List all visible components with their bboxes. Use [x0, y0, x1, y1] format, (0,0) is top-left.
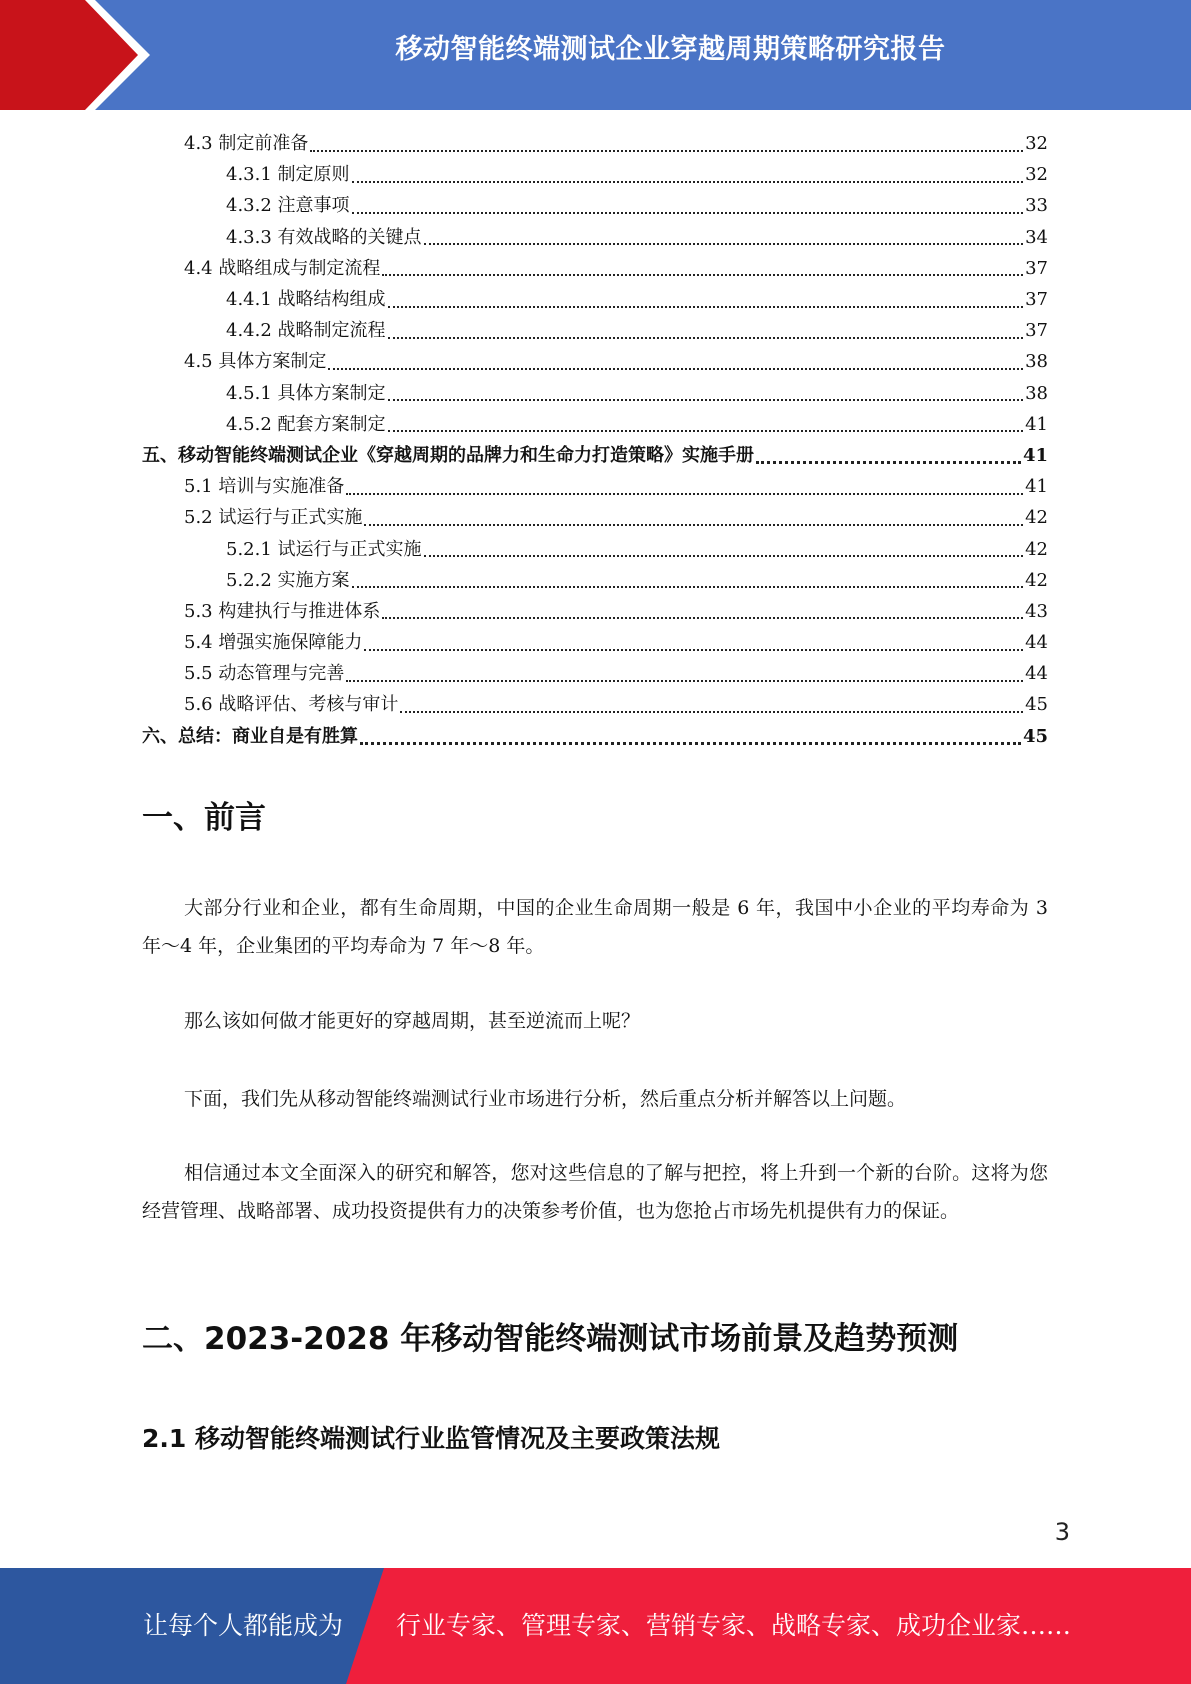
toc-entry-page: 33: [1025, 195, 1048, 217]
toc-entry-title: 4.3.1 制定原则: [226, 164, 350, 186]
toc-entry-page: 37: [1025, 320, 1048, 342]
toc-entry-page: 44: [1025, 632, 1048, 654]
toc-dot-leader: [400, 711, 1023, 713]
table-of-contents: [142, 128, 1048, 752]
toc-dot-leader: [388, 430, 1024, 432]
toc-entry[interactable]: [142, 627, 1048, 658]
page-number: 3: [1054, 1518, 1070, 1546]
toc-entry-title: 5.3 构建执行与推进体系: [184, 600, 381, 622]
toc-dot-leader: [382, 617, 1023, 619]
toc-entry-page: 42: [1025, 538, 1048, 560]
paragraph: 相信通过本文全面深入的研究和解答，您对这些信息的了解与把控，将上升到一个新的台阶。这将为您经营管理、战略部署、成功投资提供有力的决策参考价值，也为您抢占市场先机提供有力的保证。: [142, 1162, 1048, 1222]
toc-entry[interactable]: [142, 565, 1048, 596]
toc-entry-page: 42: [1025, 507, 1048, 529]
toc-entry-page: 44: [1025, 663, 1048, 685]
toc-entry-page: 34: [1025, 226, 1048, 248]
toc-entry[interactable]: [142, 409, 1048, 440]
footer-slogan-right: 行业专家、管理专家、营销专家、战略专家、成功企业家……: [396, 1611, 1072, 1640]
toc-dot-leader: [424, 243, 1024, 245]
toc-dot-leader: [424, 555, 1024, 557]
toc-dot-leader: [352, 181, 1024, 183]
toc-entry-title: 5.2.2 实施方案: [226, 569, 350, 591]
toc-entry[interactable]: [142, 658, 1048, 689]
toc-entry[interactable]: [142, 596, 1048, 627]
toc-entry-page: 32: [1025, 133, 1048, 155]
toc-entry-title: 4.4.1 战略结构组成: [226, 289, 386, 311]
toc-entry[interactable]: [142, 128, 1048, 159]
toc-entry-page: 45: [1025, 694, 1048, 716]
toc-entry-title: 4.4.2 战略制定流程: [226, 320, 386, 342]
paragraph: 那么该如何做才能更好的穿越周期，甚至逆流而上呢？: [184, 1010, 641, 1032]
toc-entry-page: 42: [1025, 569, 1048, 591]
toc-entry[interactable]: [142, 689, 1048, 720]
toc-dot-leader: [310, 150, 1023, 152]
toc-entry-title: 4.3.2 注意事项: [226, 195, 350, 217]
toc-entry[interactable]: [142, 284, 1048, 315]
toc-entry-title: 5.2.1 试运行与正式实施: [226, 538, 422, 560]
toc-dot-leader: [388, 337, 1024, 339]
toc-entry[interactable]: [142, 378, 1048, 409]
toc-dot-leader: [382, 274, 1023, 276]
toc-entry-title: 5.4 增强实施保障能力: [184, 632, 363, 654]
toc-entry-page: 38: [1025, 351, 1048, 373]
toc-entry-page: 37: [1025, 289, 1048, 311]
toc-entry-page: 41: [1025, 476, 1048, 498]
paragraph: 大部分行业和企业，都有生命周期，中国的企业生命周期一般是 6 年，我国中小企业的平均寿命为 3 年～4 年，企业集团的平均寿命为 7 年～8 年。: [142, 897, 1048, 957]
report-title: 移动智能终端测试企业穿越周期策略研究报告: [395, 34, 946, 65]
toc-entry[interactable]: [142, 222, 1048, 253]
toc-entry-page: 41: [1022, 444, 1048, 466]
toc-entry-title: 5.1 培训与实施准备: [184, 476, 345, 498]
toc-entry-title: 4.5 具体方案制定: [184, 351, 327, 373]
toc-entry-page: 38: [1025, 382, 1048, 404]
toc-entry-title: 五、移动智能终端测试企业《穿越周期的品牌力和生命力打造策略》实施手册: [142, 444, 754, 466]
toc-dot-leader: [346, 493, 1023, 495]
toc-entry-page: 41: [1025, 413, 1048, 435]
toc-entry[interactable]: [142, 159, 1048, 190]
toc-entry-page: 45: [1022, 725, 1048, 747]
toc-entry[interactable]: [142, 346, 1048, 377]
paragraph: 下面，我们先从移动智能终端测试行业市场进行分析，然后重点分析并解答以上问题。: [184, 1088, 907, 1110]
toc-dot-leader: [364, 649, 1023, 651]
toc-dot-leader: [352, 586, 1024, 588]
subsection-heading: 2.1 移动智能终端测试行业监管情况及主要政策法规: [142, 1424, 720, 1453]
toc-entry-title: 4.4 战略组成与制定流程: [184, 257, 381, 279]
toc-entry[interactable]: [142, 502, 1048, 533]
toc-entry-title: 4.5.1 具体方案制定: [226, 382, 386, 404]
toc-entry-page: 37: [1025, 257, 1048, 279]
header-red-chevron: [0, 0, 150, 110]
footer-slogan-left: 让每个人都能成为: [143, 1611, 344, 1640]
toc-entry-title: 5.5 动态管理与完善: [184, 663, 345, 685]
toc-dot-leader: [756, 461, 1021, 464]
toc-dot-leader: [388, 306, 1024, 308]
toc-entry[interactable]: [142, 721, 1048, 752]
toc-entry[interactable]: [142, 440, 1048, 471]
toc-entry-title: 5.6 战略评估、考核与审计: [184, 694, 399, 716]
toc-entry-title: 5.2 试运行与正式实施: [184, 507, 363, 529]
toc-dot-leader: [364, 524, 1023, 526]
page-footer: [0, 1568, 1191, 1684]
toc-dot-leader: [360, 742, 1021, 745]
toc-dot-leader: [388, 399, 1024, 401]
section-heading-market-outlook: 二、2023-2028 年移动智能终端测试市场前景及趋势预测: [142, 1321, 959, 1357]
toc-entry-page: 32: [1025, 164, 1048, 186]
toc-entry-title: 4.3.3 有效战略的关键点: [226, 226, 422, 248]
page-header: [0, 0, 1191, 110]
section-heading-preface: 一、前言: [142, 800, 266, 836]
toc-entry[interactable]: [142, 315, 1048, 346]
toc-entry-title: 六、总结：商业自是有胜算: [142, 725, 358, 747]
toc-dot-leader: [346, 680, 1023, 682]
toc-entry-title: 4.3 制定前准备: [184, 133, 309, 155]
toc-entry-page: 43: [1025, 600, 1048, 622]
toc-entry[interactable]: [142, 253, 1048, 284]
toc-entry[interactable]: [142, 190, 1048, 221]
toc-dot-leader: [352, 212, 1024, 214]
toc-entry-title: 4.5.2 配套方案制定: [226, 413, 386, 435]
toc-entry[interactable]: [142, 533, 1048, 564]
toc-dot-leader: [328, 368, 1023, 370]
toc-entry[interactable]: [142, 471, 1048, 502]
